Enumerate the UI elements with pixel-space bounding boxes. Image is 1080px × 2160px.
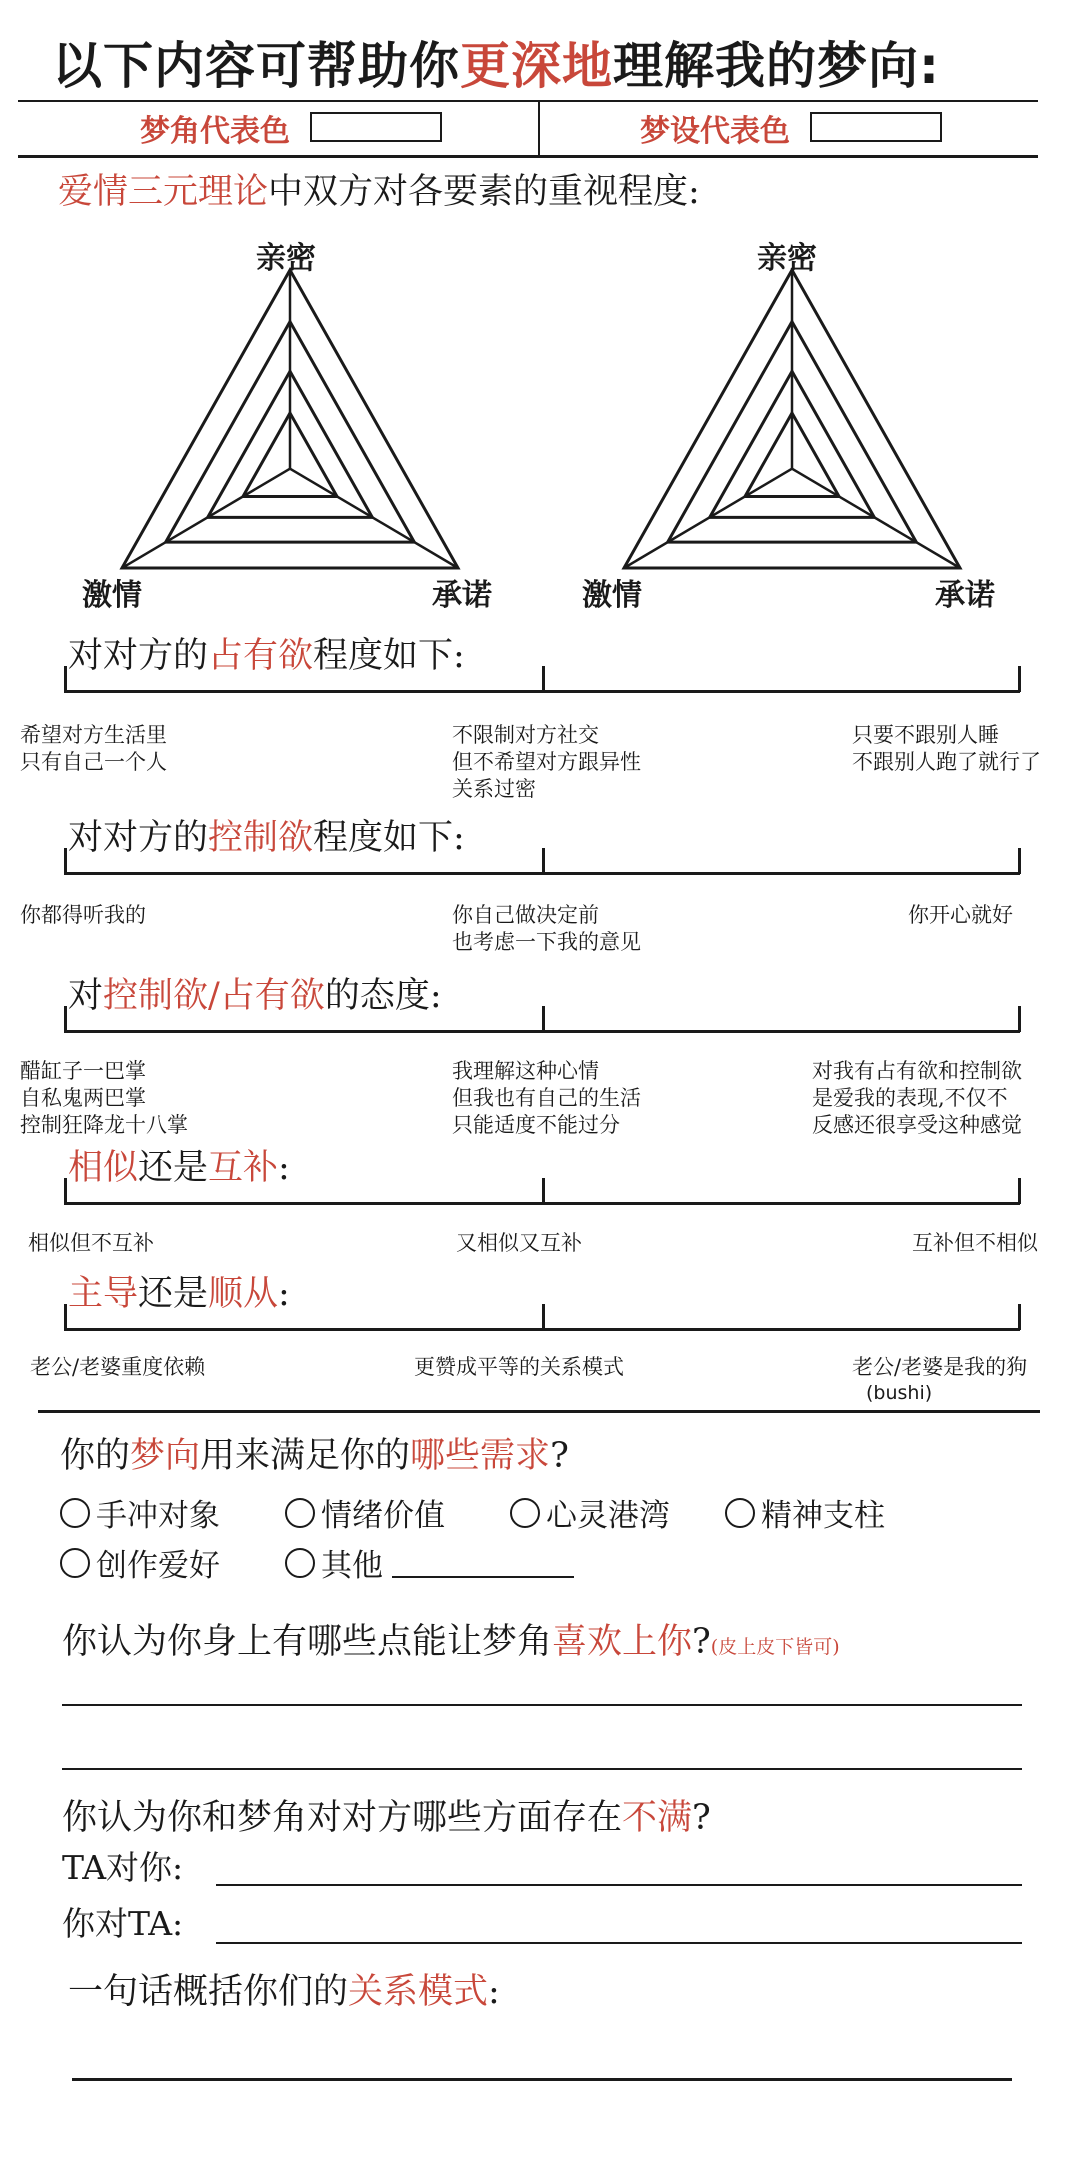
scale-tick-right [1018, 848, 1021, 874]
bushi-note: (bushi) [866, 1382, 933, 1404]
dream-persona-color-label: 梦设代表色 [640, 114, 790, 149]
triangle-charts [0, 0, 1080, 620]
scale-tick-mid [542, 1006, 545, 1032]
radio-circle[interactable] [60, 1548, 90, 1578]
intimacy-label-left: 亲密 [256, 241, 316, 276]
option-soul-harbor[interactable]: 心灵港湾 [510, 1490, 670, 1535]
attitude-right-label: 对我有占有欲和控制欲 是爱我的表现,不仅不 反感还很享受这种感觉 [812, 1059, 1022, 1137]
radio-circle[interactable] [510, 1498, 540, 1528]
scale-tick-right [1018, 666, 1021, 692]
ta-to-you-line[interactable] [216, 1884, 1022, 1886]
scale-tick-left [64, 1304, 67, 1330]
divider [38, 1410, 1040, 1413]
passion-label-left: 激情 [82, 578, 142, 613]
scale-bar [64, 1202, 1020, 1205]
dissatisfaction-heading: 你认为你和梦角对对方哪些方面存在不满? [62, 1798, 711, 1838]
dominance-left-label: 老公/老婆重度依赖 [30, 1355, 206, 1379]
possessiveness-heading: 对对方的占有欲程度如下: [68, 636, 465, 676]
attitude-heading: 对控制欲/占有欲的态度: [68, 976, 442, 1016]
similarity-heading: 相似还是互补: [68, 1148, 290, 1188]
dominance-heading: 主导还是顺从: [68, 1274, 290, 1314]
attitude-scale[interactable] [64, 1006, 1020, 1032]
dominance-right-label: 老公/老婆是我的狗 [852, 1355, 1028, 1379]
dream-character-color-label: 梦角代表色 [140, 114, 290, 149]
scale-bar [64, 1030, 1020, 1033]
ta-to-you-label: TA对你: [62, 1848, 184, 1887]
page-title: 以下内容可帮助你更深地理解我的梦向: [52, 37, 940, 95]
needs-heading: 你的梦向用来满足你的哪些需求? [60, 1436, 569, 1476]
intimacy-label-right: 亲密 [757, 241, 817, 276]
possessiveness-mid-label: 不限制对方社交 但不希望对方跟异性 关系过密 [452, 723, 641, 801]
scale-tick-mid [542, 848, 545, 874]
answer-line[interactable] [62, 1768, 1022, 1770]
possessiveness-scale[interactable] [64, 666, 1020, 692]
commitment-label-left: 承诺 [432, 578, 492, 613]
passion-label-right: 激情 [582, 578, 642, 613]
radio-circle[interactable] [285, 1548, 315, 1578]
summary-heading: 一句话概括你们的关系模式: [68, 1972, 500, 2012]
control-scale[interactable] [64, 848, 1020, 874]
possessiveness-left-label: 希望对方生活里 只有自己一个人 [20, 723, 167, 774]
control-mid-label: 你自己做决定前 也考虑一下我的意见 [452, 903, 641, 954]
triangle-section-heading: 爱情三元理论中双方对各要素的重视程度: [58, 172, 700, 212]
similarity-mid-label: 又相似又互补 [456, 1231, 582, 1255]
scale-tick-mid [542, 666, 545, 692]
similarity-left-label: 相似但不互补 [28, 1231, 154, 1255]
you-to-ta-line[interactable] [216, 1942, 1022, 1944]
answer-line[interactable] [62, 1704, 1022, 1706]
scale-tick-right [1018, 1006, 1021, 1032]
scale-tick-left [64, 1178, 67, 1204]
like-heading: 你认为你身上有哪些点能让梦角喜欢上你?(皮上皮下皆可) [62, 1622, 840, 1662]
you-to-ta-label: 你对TA: [62, 1904, 184, 1943]
scale-tick-mid [542, 1304, 545, 1330]
scale-bar [64, 1328, 1020, 1331]
similarity-scale[interactable] [64, 1178, 1020, 1204]
commitment-label-right: 承诺 [935, 578, 995, 613]
scale-tick-left [64, 1006, 67, 1032]
attitude-left-label: 醋缸子一巴掌 自私鬼两巴掌 控制狂降龙十八掌 [20, 1059, 188, 1137]
option-spiritual-pillar[interactable]: 精神支柱 [725, 1490, 885, 1535]
scale-tick-right [1018, 1178, 1021, 1204]
scale-tick-mid [542, 1178, 545, 1204]
possessiveness-right-label: 只要不跟别人睡 不跟别人跑了就行了 [852, 723, 1041, 774]
like-note: (皮上皮下皆可) [710, 1636, 840, 1658]
option-other[interactable]: 其他 [285, 1540, 383, 1585]
scale-bar [64, 872, 1020, 875]
radio-circle[interactable] [285, 1498, 315, 1528]
other-blank-line[interactable] [392, 1576, 574, 1578]
option-creative-hobby[interactable]: 创作爱好 [60, 1540, 220, 1585]
scale-bar [64, 690, 1020, 693]
control-left-label: 你都得听我的 [20, 903, 146, 927]
option-masturbation-object[interactable]: 手冲对象 [60, 1490, 220, 1535]
triangle-chart-left[interactable] [122, 270, 458, 568]
attitude-mid-label: 我理解这种心情 但我也有自己的生活 只能适度不能过分 [452, 1059, 641, 1137]
scale-tick-right [1018, 1304, 1021, 1330]
control-right-label: 你开心就好 [908, 903, 1013, 927]
summary-answer-line[interactable] [72, 2078, 1012, 2081]
option-emotional-value[interactable]: 情绪价值 [285, 1490, 445, 1535]
similarity-right-label: 互补但不相似 [912, 1231, 1038, 1255]
dominance-scale[interactable] [64, 1304, 1020, 1330]
radio-circle[interactable] [60, 1498, 90, 1528]
scale-tick-left [64, 848, 67, 874]
triangle-chart-right[interactable] [624, 270, 960, 568]
radio-circle[interactable] [725, 1498, 755, 1528]
scale-tick-left [64, 666, 67, 692]
dominance-mid-label: 更赞成平等的关系模式 [414, 1355, 624, 1379]
control-heading: 对对方的控制欲程度如下: [68, 818, 465, 858]
